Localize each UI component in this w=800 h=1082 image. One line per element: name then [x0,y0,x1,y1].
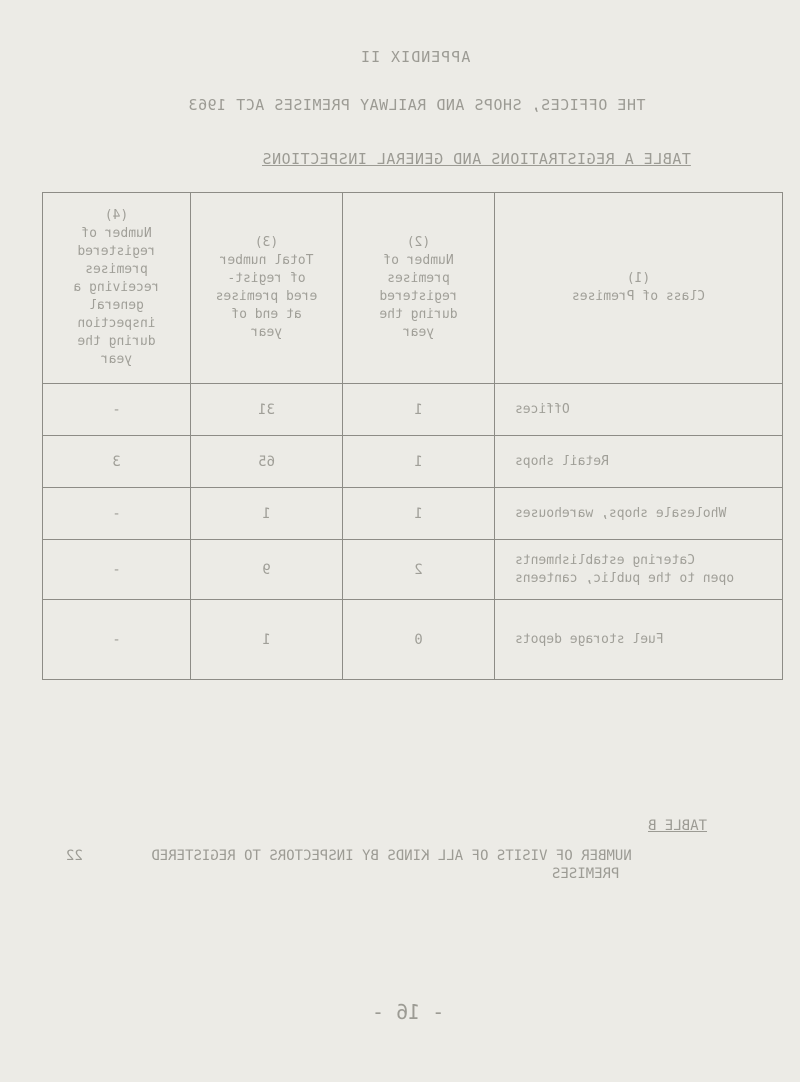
class-cell: Fuel storage depots [515,631,664,647]
class-cell: Wholesale shops, warehouses [515,505,727,521]
visits-line1-number: 22 [66,848,83,864]
page-number: - 16 - [372,1000,445,1024]
visits-line1-text: NUMBER OF VISITS OF ALL KINDS BY INSPECTORS TO REGISTERED [151,848,632,864]
class-cell: Catering establishments open to the public, canteens [515,552,735,586]
header-col-1: (1) Class of Premises [495,193,783,384]
visits-heading-line1 [66,848,632,864]
table-b-heading: TABLE B [648,818,708,834]
registrations-table [42,192,783,680]
inspected-cell: - [112,505,121,522]
total-cell: 1 [262,631,271,648]
table-row [43,600,783,680]
table-header-row [43,193,783,384]
appendix-heading: APPENDIX II [360,48,471,66]
total-cell: 31 [258,401,275,418]
header-col-4: (4) Number of registered premises receiving a general inspection during the year [43,193,191,384]
total-cell: 1 [262,505,271,522]
inspected-cell: - [112,631,121,648]
header-col-2: (2) Number of premises registered during the year [343,193,495,384]
registered-cell: 1 [414,401,423,418]
class-cell: Retail shops [515,453,609,469]
header-col-3: (3) Total number of regist- ered premises at end of year [191,193,343,384]
inspected-cell: - [112,561,121,578]
document-title: THE OFFICES, SHOPS AND RAILWAY PREMISES ACT 1963 [188,96,646,114]
table-row [43,384,783,436]
table-row [43,436,783,488]
registered-cell: 0 [414,631,423,648]
registered-cell: 1 [414,505,423,522]
class-cell: Offices [515,401,570,417]
registered-cell: 1 [414,453,423,470]
registered-cell: 2 [414,561,423,578]
total-cell: 65 [258,453,275,470]
total-cell: 9 [262,561,271,578]
inspected-cell: - [112,401,121,418]
table-subtitle: TABLE A REGISTRATIONS AND GENERAL INSPECTIONS [262,150,691,168]
table-row [43,540,783,600]
visits-heading-line2: PREMISES [552,866,620,882]
inspected-cell: 3 [112,453,121,470]
table-row [43,488,783,540]
